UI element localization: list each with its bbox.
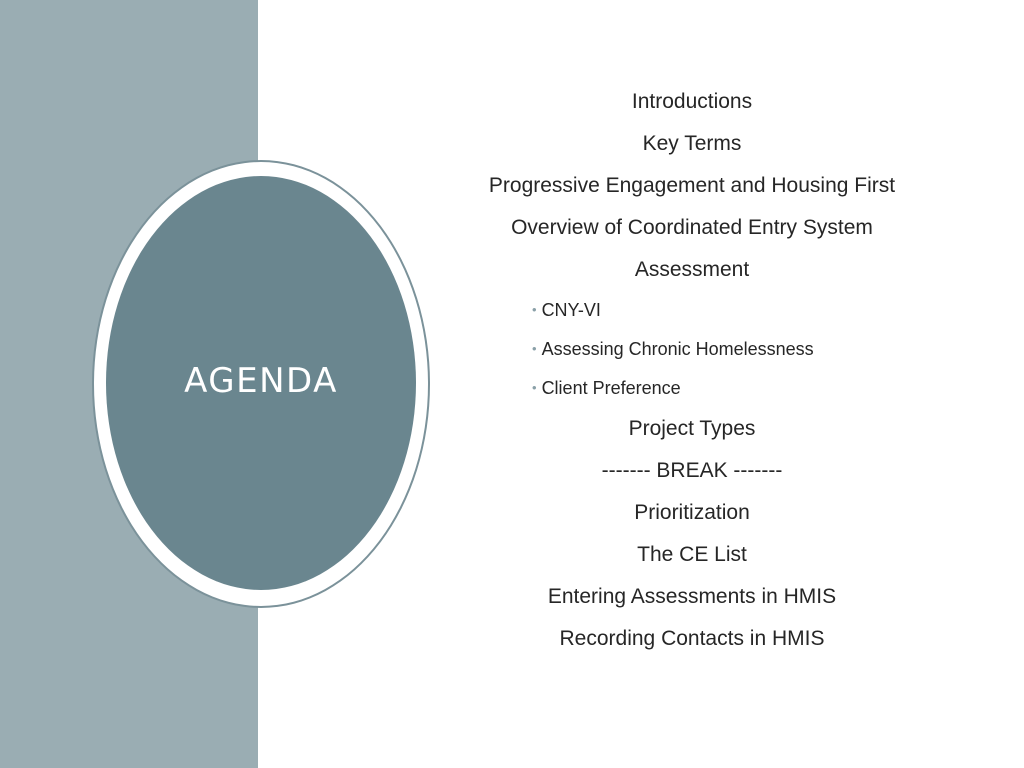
- agenda-subitem-chronic-homelessness: [482, 337, 902, 361]
- agenda-subitem-label: Assessing Chronic Homelessness: [541, 339, 814, 359]
- agenda-item-prioritization: Prioritization: [634, 501, 750, 524]
- slide-title: AGENDA: [184, 361, 338, 401]
- agenda-item-key-terms: Key Terms: [642, 132, 742, 155]
- agenda-subitem-cny-vi: [482, 298, 902, 322]
- agenda-subitem-label: CNY-VI: [541, 300, 601, 320]
- agenda-item-recording-contacts: Recording Contacts in HMIS: [559, 627, 825, 650]
- agenda-item-assessment: Assessment: [634, 258, 750, 281]
- agenda-item-coordinated-entry-overview: Overview of Coordinated Entry System: [511, 216, 873, 239]
- agenda-item-break: ------- BREAK -------: [601, 459, 783, 482]
- agenda-item-progressive-engagement: Progressive Engagement and Housing First: [488, 174, 896, 197]
- bullet-icon: •: [532, 302, 537, 317]
- agenda-item-ce-list: The CE List: [637, 543, 747, 566]
- agenda-item-introductions: Introductions: [631, 90, 753, 113]
- agenda-item-project-types: Project Types: [628, 417, 756, 440]
- agenda-subitem-client-preference: [482, 376, 902, 400]
- agenda-list: [482, 88, 902, 667]
- bullet-icon: •: [532, 380, 537, 395]
- bullet-icon: •: [532, 341, 537, 356]
- agenda-subitem-label: Client Preference: [541, 378, 681, 398]
- agenda-item-entering-assessments: Entering Assessments in HMIS: [547, 585, 837, 608]
